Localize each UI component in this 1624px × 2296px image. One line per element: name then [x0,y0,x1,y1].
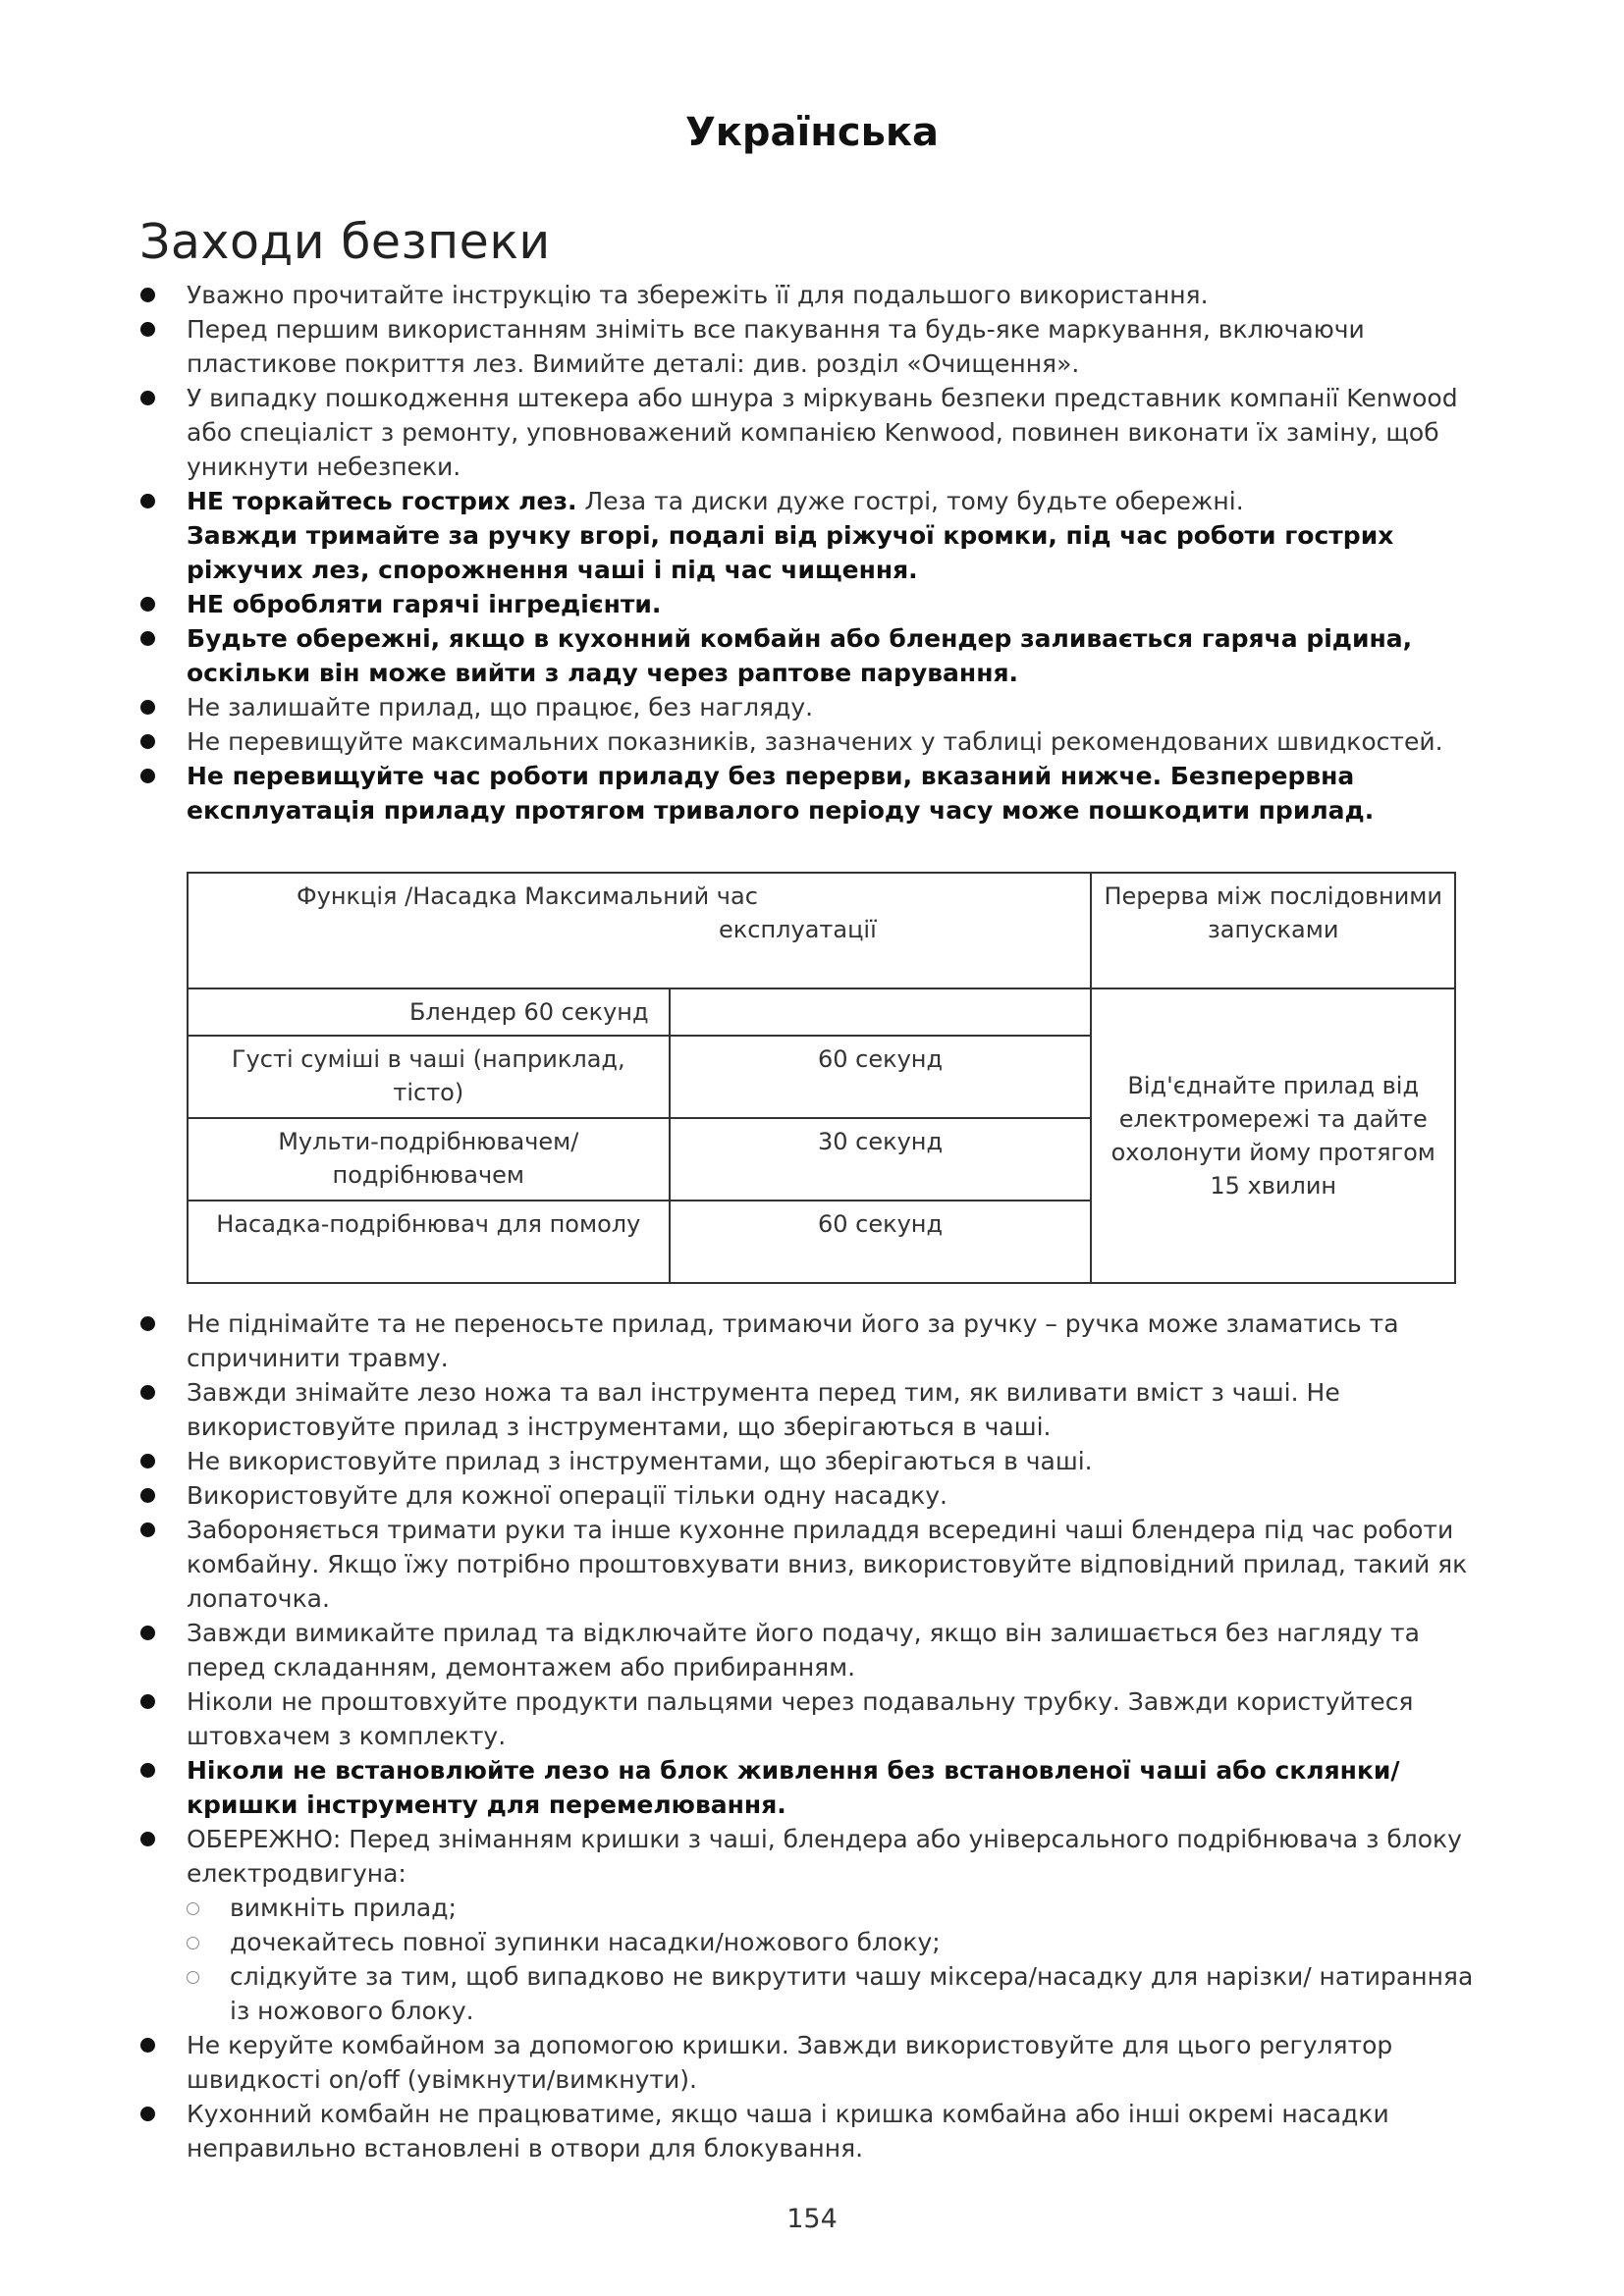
bullet-icon [140,2038,155,2053]
list-item: Не залишайте прилад, що працює, без нагляду. [0,690,1483,724]
page-title: Українська [684,110,940,155]
list-item: Не піднімайте та не переносьте прилад, тримаючи його за ручку – ручка може зламатись та спричинити травму. [0,1307,1483,1375]
bullet-icon [140,769,155,783]
caution-sublist [187,1891,1483,2028]
bullet-icon [140,1694,155,1709]
table-header-cell: Перерва між послідовними запусками [1091,873,1455,988]
list-item: Завжди знімайте лезо ножа та вал інструмента перед тим, як виливати вміст з чаші. Не використовуйте прилад з інструментами, що зберігаються в чаші. [0,1375,1483,1444]
table-header-row [188,873,1455,988]
bullet-icon [140,1454,155,1468]
list-item: Завжди вимикайте прилад та відключайте його подачу, якщо він залишається без нагляду та перед складанням, демонтажем або прибиранням. [0,1616,1483,1684]
list-item: НЕ торкайтесь гострих лез. Леза та диски дуже гострі, тому будьте обережні. Завжди тримайте за ручку вгорі, подалі від ріжучої кромки, під час роботи гострих ріжучих лез, спорожнення чаші і під час чищення. [0,484,1483,587]
bullet-icon [140,288,155,302]
list-item: У випадку пошкодження штекера або шнура з міркувань безпеки представник компанії Kenwood або спеціаліст з ремонту, уповноважений компанією Kenwood, повинен виконати їх заміну, щоб уникнути небезпеки. [0,381,1483,484]
list-item: Будьте обережні, якщо в кухонний комбайн або блендер заливається гаряча рідина, оскільки він може вийти з ладу через раптове парування. [0,621,1483,690]
bullet-icon [140,1832,155,1846]
table-cell: Блендер 60 секунд [188,988,670,1036]
bullet-icon [140,631,155,646]
table-cell: Насадка-подрібнювач для помолу [188,1201,670,1283]
list-item: НЕ обробляти гарячі інгредієнти. [0,587,1483,621]
list-item: Не перевищуйте максимальних показників, зазначених у таблиці рекомендованих швидкостей. [0,724,1483,759]
sub-list-item: вимкніть прилад; [187,1891,1483,1925]
bullet-icon [140,1763,155,1778]
circle-bullet-icon [187,1971,199,1984]
bullet-icon [140,1522,155,1537]
list-item: Не використовуйте прилад з інструментами, що зберігаються в чаші. [0,1444,1483,1478]
list-item: Використовуйте для кожної операції тільки одну насадку. [0,1478,1483,1513]
circle-bullet-icon [187,1902,199,1915]
section-heading: Заходи безпеки [139,214,551,270]
table-cell [670,988,1092,1036]
bullet-icon [140,2107,155,2121]
table-cell: Мульти-подрібнювачем/ подрібнювачем [188,1118,670,1201]
bullet-icon [140,597,155,612]
table-cell: Від'єднайте прилад від електромережі та дайте охолонути йому протягом 15 хвилин [1091,988,1455,1283]
safety-list-bottom [0,1307,1483,2165]
list-item: Ніколи не проштовхуйте продукти пальцями через подавальну трубку. Завжди користуйтеся штовхачем з комплекту. [0,1684,1483,1753]
bullet-icon [140,391,155,405]
list-item: Ніколи не встановлюйте лезо на блок живлення без встановленої чаші або склянки/кришки інструменту для перемелювання. [0,1753,1483,1822]
bullet-icon [140,322,155,337]
bullet-icon [140,1316,155,1331]
list-item: Кухонний комбайн не працюватиме, якщо чаша і кришка комбайна або інші окремі насадки неправильно встановлені в отвори для блокування. [0,2097,1483,2165]
table-cell: 60 секунд [670,1201,1092,1283]
table-cell: 30 секунд [670,1118,1092,1201]
list-item: Перед першим використанням зніміть все пакування та будь-яке маркування, включаючи пластикове покриття лез. Вимийте деталі: див. розділ «Очищення». [0,312,1483,381]
bullet-icon [140,734,155,749]
list-item: Уважно прочитайте інструкцію та збережіть її для подальшого використання. [0,278,1483,312]
bullet-icon [140,1385,155,1400]
page-number: 154 [786,2204,838,2234]
bullet-icon [140,700,155,715]
list-item: Не керуйте комбайном за допомогою кришки. Завжди використовуйте для цього регулятор швидкості on/off (увімкнути/вимкнути). [0,2028,1483,2097]
list-item: ОБЕРЕЖНО: Перед зніманням кришки з чаші, блендера або універсального подрібнювача з блоку електродвигуна: вимкніть прилад; дочекайтесь повної зупинки насадки/ножового блоку; слідкуйте за тим, щоб випадково не викрутити чашу міксера/насадку для нарізки/ натиранняа із ножового блоку. [0,1822,1483,2028]
list-item: Забороняється тримати руки та інше кухонне приладдя всередині чаші блендера під час роботи комбайну. Якщо їжу потрібно проштовхувати вниз, використовуйте відповідний прилад, такий як лопаточка. [0,1513,1483,1616]
list-item: Не перевищуйте час роботи приладу без перерви, вказаний нижче. Безперервна експлуатація приладу протягом тривалого періоду часу може пошкодити прилад. [0,759,1483,828]
circle-bullet-icon [187,1937,199,1949]
operating-time-table [187,872,1456,1284]
sub-list-item: слідкуйте за тим, щоб випадково не викрутити чашу міксера/насадку для нарізки/ натиранняа із ножового блоку. [187,1959,1483,2028]
safety-list-top [0,278,1483,828]
bullet-icon [140,1626,155,1640]
table-cell: Густі суміші в чаші (наприклад, тісто) [188,1036,670,1118]
table-cell: 60 секунд [670,1036,1092,1118]
sub-list-item: дочекайтесь повної зупинки насадки/ножового блоку; [187,1925,1483,1959]
bullet-icon [140,494,155,508]
table-row [188,988,1455,1036]
table-header-cell: Функція /Насадка Максимальний час експлуатації [188,873,1091,988]
bullet-icon [140,1488,155,1503]
